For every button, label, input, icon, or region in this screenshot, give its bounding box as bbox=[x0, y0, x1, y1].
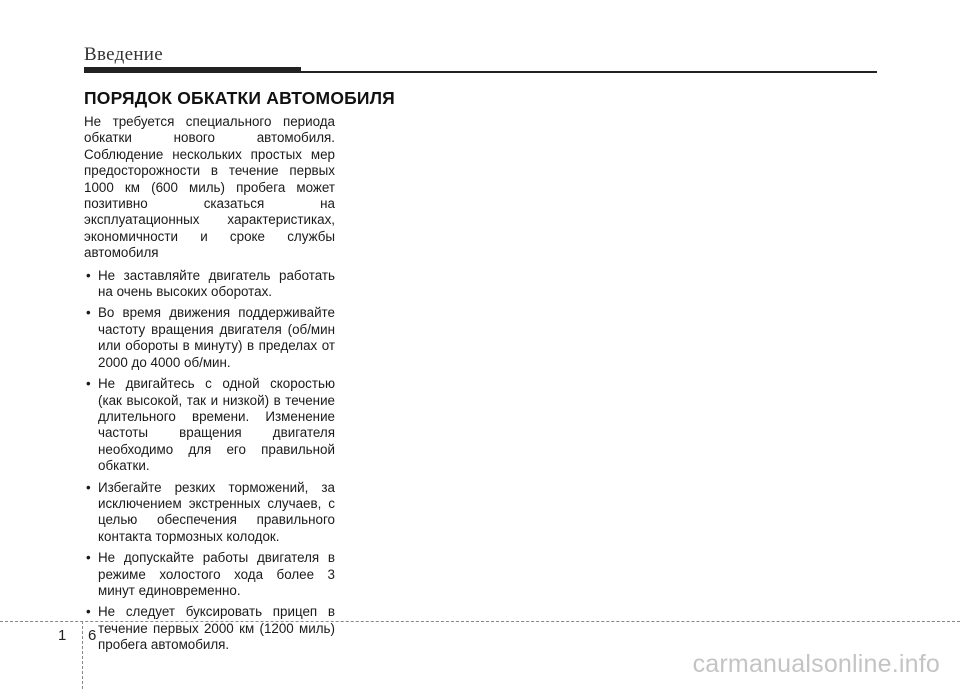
watermark: carmanualsonline.info bbox=[692, 650, 940, 678]
section-title: ПОРЯДОК ОБКАТКИ АВТОМОБИЛЯ bbox=[84, 88, 395, 108]
bullet-icon: • bbox=[86, 479, 91, 495]
bullet-item bbox=[84, 376, 335, 474]
bullet-item bbox=[84, 305, 335, 371]
bullet-text: Не заставляйте двигатель работать на очень высоких оборотах. bbox=[98, 267, 335, 300]
bullet-item bbox=[84, 268, 335, 301]
bullet-item bbox=[84, 480, 335, 546]
footer-vertical-divider bbox=[82, 621, 83, 689]
page-number: 6 bbox=[88, 627, 97, 644]
intro-paragraph: Не требуется специального периода обкатки нового автомобиля. Соблюдение нескольких простых мер предосторожности в течение первых 1000 км (600 миль) пробега может позитивно сказаться на эксплуатационных характеристиках, экономичности и сроке службы автомобиля bbox=[84, 114, 335, 261]
section-number: 1 bbox=[58, 627, 67, 644]
bullet-text: Не допускайте работы двигателя в режиме холостого хода более 3 минут единовременно. bbox=[98, 550, 335, 598]
bullet-icon: • bbox=[86, 305, 91, 321]
bullet-text: Избегайте резких торможений, за исключением экстренных случаев, с целью обеспечения правильного контакта тормозных колодок. bbox=[98, 479, 335, 544]
bullet-text: Во время движения поддерживайте частоту вращения двигателя (об/мин или обороты в минуту) в пределах от 2000 до 4000 об/мин. bbox=[98, 305, 335, 370]
header-rule bbox=[84, 71, 877, 73]
footer-divider bbox=[0, 621, 960, 622]
header-title: Введение bbox=[84, 44, 163, 65]
bullet-icon: • bbox=[86, 604, 91, 620]
bullet-item bbox=[84, 550, 335, 599]
bullet-text: Не двигайтесь с одной скоростью (как высокой, так и низкой) в течение длительного времени. Изменение частоты вращения двигателя необходимо для его правильной обкатки. bbox=[98, 376, 335, 474]
bullet-item bbox=[84, 604, 335, 653]
section-content bbox=[84, 114, 335, 659]
bullet-icon: • bbox=[86, 376, 91, 392]
bullet-text: Не следует буксировать прицеп в течение первых 2000 км (1200 миль) пробега автомобиля. bbox=[98, 604, 335, 653]
bullet-list bbox=[84, 268, 335, 654]
bullet-icon: • bbox=[86, 550, 91, 566]
bullet-icon: • bbox=[86, 267, 91, 283]
